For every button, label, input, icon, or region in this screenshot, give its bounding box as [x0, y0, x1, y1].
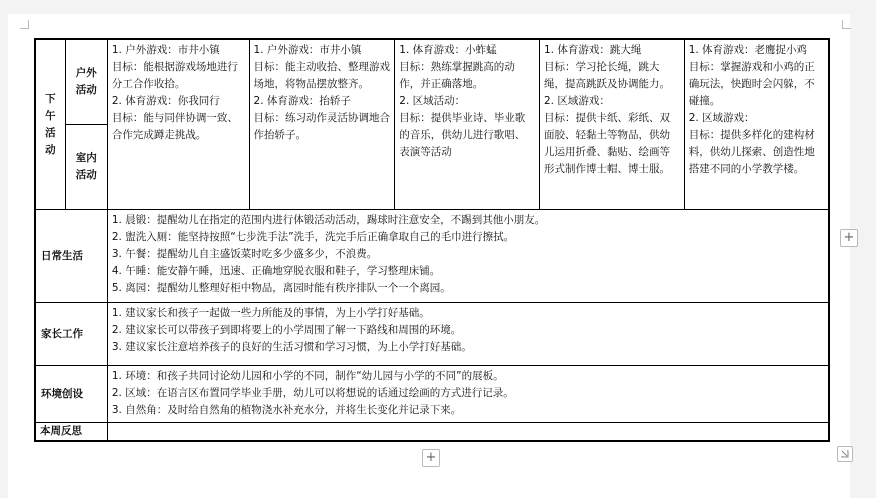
activity-line: 目标：能主动收拾、整理游戏场地，将物品摆放整齐。: [253, 61, 391, 90]
reflection-header: 本周反思: [35, 423, 107, 442]
afternoon-day-4[interactable]: [539, 39, 684, 210]
afternoon-char: 活: [45, 126, 56, 139]
activity-line: 2. 区域游戏：: [543, 95, 610, 107]
activity-line: 1. 户外游戏：市井小镇: [253, 44, 362, 56]
page-corner-mark-right: [842, 20, 851, 29]
activity-line: 目标：能根据游戏场地进行分工合作收拾。: [111, 61, 238, 90]
activity-line: 1. 体育游戏：跳大绳: [543, 44, 642, 56]
indoor-activity-header: [65, 125, 107, 210]
parent-work-line: 3. 建议家长注意培养孩子的良好的生活习惯和学习习惯，为上小学打好基础。: [111, 341, 472, 353]
parent-work-line: 1. 建议家长和孩子一起做一些力所能及的事情，为上小学打好基础。: [111, 307, 430, 319]
outdoor-label-line: 户外: [75, 67, 97, 79]
activity-line: 2. 区域活动：: [399, 95, 466, 107]
indoor-label-line: 活动: [75, 169, 97, 181]
daily-life-content[interactable]: [107, 210, 829, 303]
daily-life-line: 4. 午睡：能安静午睡，迅速、正确地穿脱衣服和鞋子，学习整理床铺。: [111, 265, 441, 277]
resize-icon: [838, 447, 852, 461]
table-resize-handle[interactable]: [837, 446, 853, 462]
afternoon-char: 午: [45, 109, 56, 122]
afternoon-day-2[interactable]: [249, 39, 395, 210]
activity-line: 2. 体育游戏：你我同行: [111, 95, 220, 107]
environment-header: 环境创设: [35, 366, 107, 423]
weekly-plan-table: [34, 38, 830, 442]
parent-work-content[interactable]: [107, 303, 829, 366]
activity-line: 目标：提供卡纸、彩纸、双面胶、轻黏土等物品，供幼儿运用折叠、黏贴、绘画等形式制作博士帽、博士服。: [543, 112, 670, 175]
activity-line: 1. 体育游戏：老鹰捉小鸡: [688, 44, 808, 56]
afternoon-day-1[interactable]: [107, 39, 249, 210]
afternoon-char: 动: [45, 143, 56, 156]
afternoon-day-5[interactable]: [684, 39, 829, 210]
activity-line: 目标：练习动作灵活协调地合作抬轿子。: [253, 112, 391, 141]
environment-line: 2. 区域：在语言区布置同学毕业手册，幼儿可以将想说的话通过绘画的方式进行记录。: [111, 387, 514, 399]
activity-line: 2. 体育游戏：抬轿子: [253, 95, 351, 107]
outdoor-label-line: 活动: [75, 84, 97, 96]
indoor-label-line: 室内: [75, 152, 97, 164]
afternoon-day-3[interactable]: [395, 39, 540, 210]
page-corner-mark-left: [20, 20, 29, 29]
activity-line: 目标：能与同伴协调一致、合作完成蹲走挑战。: [111, 112, 238, 141]
daily-life-header: 日常生活: [35, 210, 107, 303]
environment-line: 3. 自然角：及时给自然角的植物浇水补充水分，并将生长变化并记录下来。: [111, 404, 462, 416]
activity-line: 2. 区域游戏：: [688, 112, 755, 124]
activity-line: 目标：掌握游戏和小鸡的正确玩法，快跑时会闪躲，不碰撞。: [688, 61, 815, 107]
daily-life-line: 3. 午餐：提醒幼儿自主盛饭菜时吃多少盛多少，不浪费。: [111, 248, 378, 260]
activity-line: 目标：熟练掌握跳高的动作，并正确落地。: [399, 61, 515, 90]
add-row-button[interactable]: +: [422, 449, 440, 467]
outdoor-activity-header: [65, 39, 107, 125]
parent-work-line: 2. 建议家长可以带孩子到即将要上的小学周围了解一下路线和周围的环境。: [111, 324, 462, 336]
reflection-content[interactable]: [107, 423, 829, 442]
environment-content[interactable]: [107, 366, 829, 423]
daily-life-line: 2. 盥洗入厕：能坚持按照“七步洗手法”洗手，洗完手后正确拿取自己的毛巾进行擦拭。: [111, 231, 515, 243]
activity-line: 目标：提供多样化的建构材料，供幼儿探索、创造性地搭建不同的小学教学楼。: [688, 129, 815, 175]
afternoon-char: 下: [45, 92, 56, 105]
parent-work-header: 家长工作: [35, 303, 107, 366]
daily-life-line: 5. 离园：提醒幼儿整理好柜中物品，离园时能有秩序排队一个一个离园。: [111, 282, 451, 294]
activity-line: 1. 户外游戏：市井小镇: [111, 44, 220, 56]
environment-line: 1. 环境：和孩子共同讨论幼儿园和小学的不同，制作“幼儿园与小学的不同”的展板。: [111, 370, 504, 382]
activity-line: 1. 体育游戏：小蚱蜢: [399, 44, 497, 56]
add-column-button[interactable]: +: [840, 229, 858, 247]
activity-line: 目标：学习抡长绳，跳大绳，提高跳跃及协调能力。: [543, 61, 670, 90]
daily-life-line: 1. 晨锻：提醒幼儿在指定的范围内进行体锻活动活动，踢球时注意安全，不踢到其他小朋友。: [111, 214, 546, 226]
afternoon-activity-header: [35, 39, 65, 210]
activity-line: 目标：提供毕业诗、毕业歌的音乐，供幼儿进行歌唱、表演等活动: [399, 112, 526, 158]
